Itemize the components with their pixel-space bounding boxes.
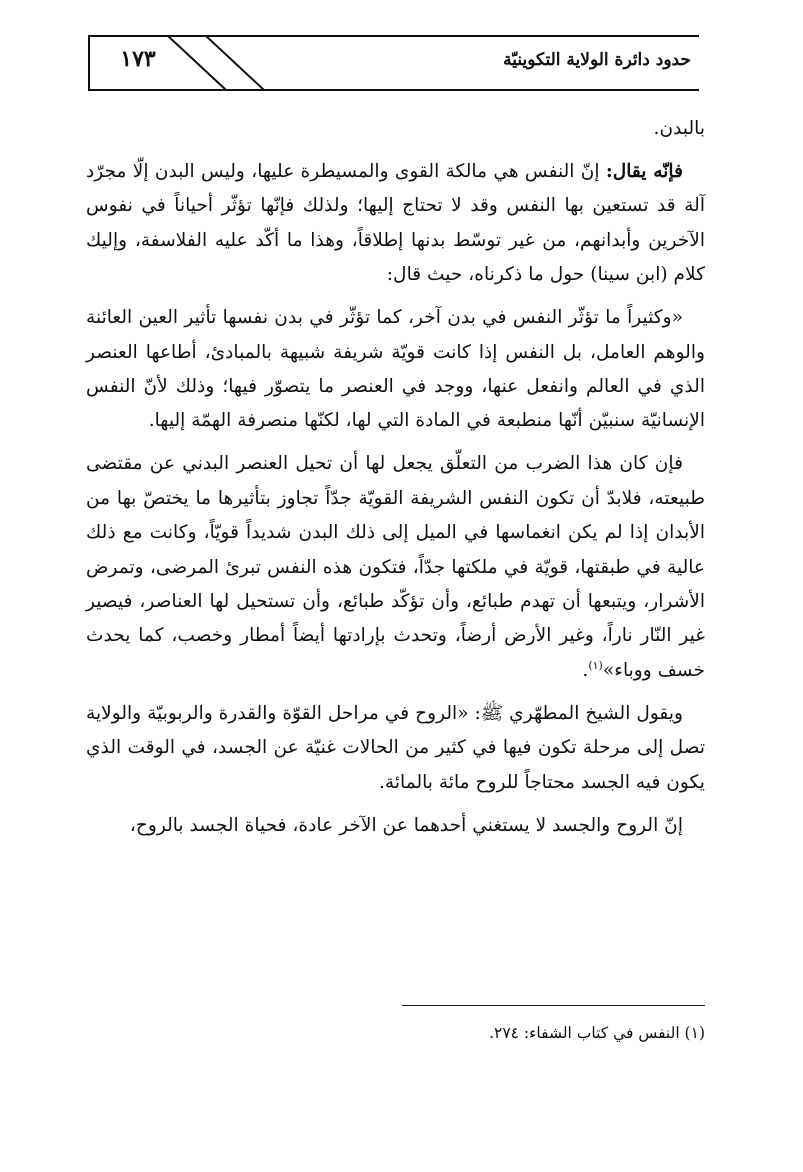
footnote-divider xyxy=(402,1005,705,1006)
paragraph-text: إنّ الروح والجسد لا يستغني أحدهما عن الآخر عادة، فحياة الجسد بالروح، xyxy=(129,814,683,836)
body-text xyxy=(86,112,705,852)
footnote: (١) النفس في كتاب الشفاء: ٢٧٤. xyxy=(489,1024,705,1042)
page-number: ١٧٣ xyxy=(120,46,156,72)
paragraph-text: بالبدن. xyxy=(653,118,705,139)
paragraph-5 xyxy=(86,697,705,800)
paragraph-lead: فإنّه يقال: xyxy=(605,161,683,182)
running-title: حدود دائرة الولاية التكوينيّة xyxy=(503,50,691,70)
running-header xyxy=(88,34,699,92)
paragraph-4-quote xyxy=(86,447,705,688)
paragraph-text: فإن كان هذا الضرب من التعلّق يجعل لها أن تحيل العنصر البدني عن مقتضى طبيعته، فلابدّ أن تكون النفس الشريفة القويّة جدّاً تجاوز بتأثيرها ما يختصّ بها من الأبدان إذا لم يكن انغماسها في الميل إلى ذلك البدن شديداً قويّاً، وكانت مع ذلك عالية في طبقتها، قويّة في ملكتها جدّاً، فتكون هذه النفس تبرئ المرضى، وتمرض الأشرار، ويتبعها أن تهدم طبائع، وأن تؤكّد طبائع، وأن تستحيل لها العناصر، فيصير غير النّار ناراً، وغير الأرض أرضاً، وتحدث بإرادتها أيضاً أمطار وخصب، كما يحدث خسف ووباء» xyxy=(86,453,705,681)
footnote-reference[interactable]: (١) xyxy=(588,658,603,672)
paragraph-text: إنّ النفس هي مالكة القوى والمسيطرة عليها، وليس البدن إلّا مجرّد آلة قد تستعين بها النفس وقد لا تحتاج إليها؛ ولذلك فإنّها تؤثّر أحياناً في نفوس الآخرين وأبدانهم، من غير توسّط بدنها إطلاقاً، وهذا ما أكّد عليه الفلاسفة، وإليك كلام (ابن سينا) حول ما ذكرناه، حيث قال: xyxy=(86,161,705,286)
paragraph-2 xyxy=(86,155,705,293)
paragraph-3-quote xyxy=(86,301,705,439)
paragraph-text: ويقول الشيخ المطهّري ﷺ: «الروح في مراحل القوّة والقدرة والربوبيّة والولاية تصل إلى مرحلة تكون فيها في كثير من الحالات غنيّة عن الجسد، في الوقت الذي يكون فيه الجسد محتاجاً للروح مائة بالمائة. xyxy=(86,702,705,793)
paragraph-1 xyxy=(86,112,705,146)
paragraph-text: «وكثيراً ما تؤثّر النفس في بدن آخر، كما تؤثّر في بدن نفسها تأثير العين العائنة والوهم العامل، بل النفس إذا كانت قويّة شريفة شبيهة بالمبادئ، أطاعها العنصر الذي في العالم وانفعل عنها، ووجد في العنصر ما يتصوّر فيها؛ وذلك لأنّ النفس الإنسانيّة سنبيّن أنّها منطبعة في المادة التي لها، لكنّها منصرفة الهمّة إليها. xyxy=(86,307,705,432)
paragraph-6 xyxy=(86,809,705,843)
paragraph-tail: . xyxy=(582,659,589,681)
